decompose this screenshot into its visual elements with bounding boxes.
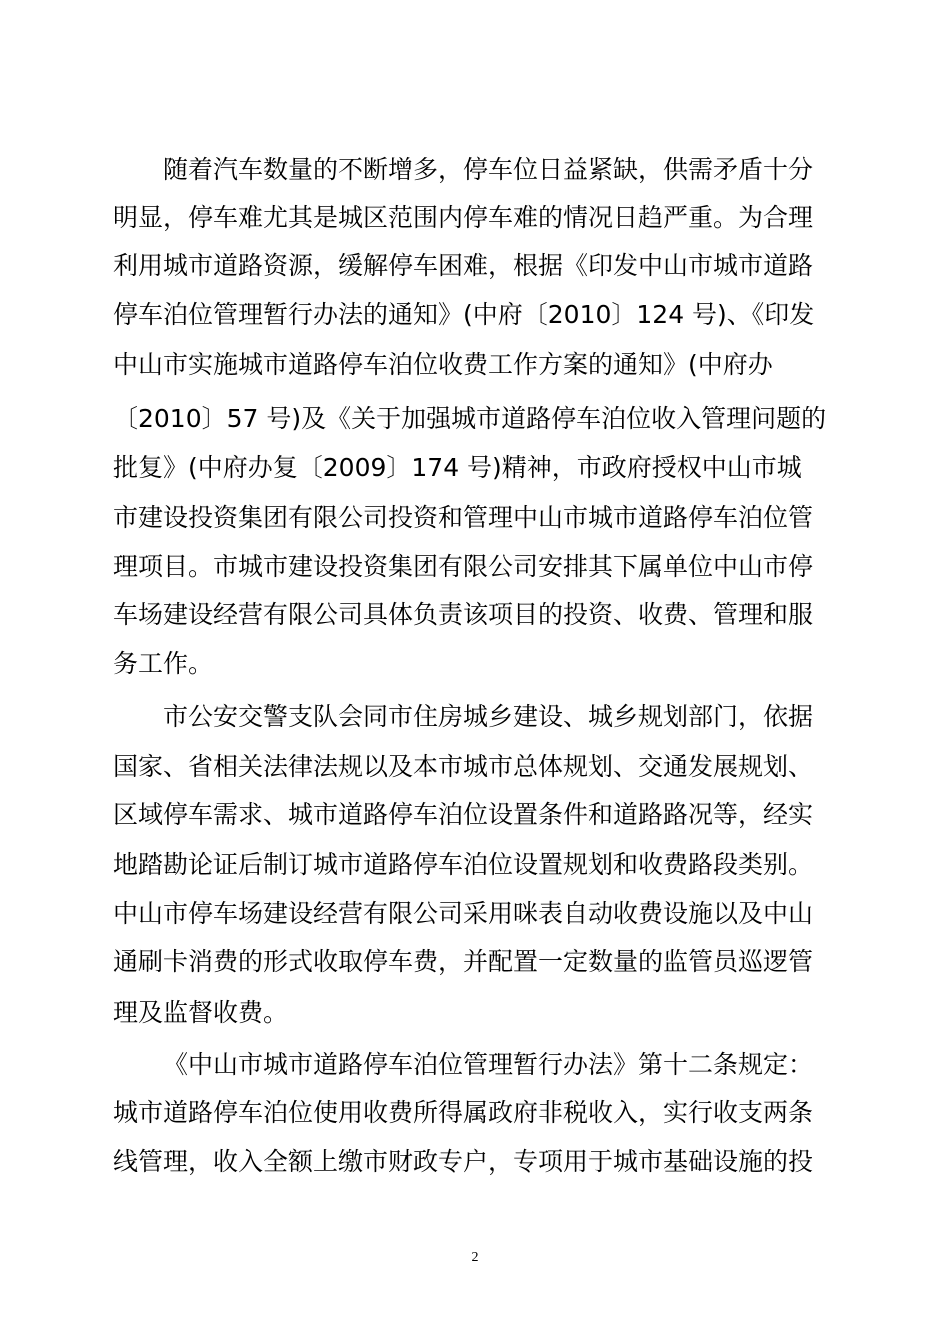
text-line-16: 中山市停车场建设经营有限公司采用咪表自动收费设施以及中山: [113, 899, 814, 928]
text-line-8: 市建设投资集团有限公司投资和管理中山市城市道路停车泊位管: [113, 503, 814, 532]
text-line-6: 〔2010〕57 号)及《关于加强城市道路停车泊位收入管理问题的: [113, 404, 827, 433]
text-line-2: 明显，停车难尤其是城区范围内停车难的情况日趋严重。为合理: [113, 203, 814, 232]
text-line-9: 理项目。市城市建设投资集团有限公司安排其下属单位中山市停: [113, 552, 814, 581]
text-line-1: 随着汽车数量的不断增多，停车位日益紧缺，供需矛盾十分: [163, 155, 814, 184]
text-line-3: 利用城市道路资源，缓解停车困难，根据《印发中山市城市道路: [113, 251, 814, 280]
text-line-20: 城市道路停车泊位使用收费所得属政府非税收入，实行收支两条: [113, 1098, 814, 1127]
page-number: 2: [471, 1250, 479, 1265]
text-line-14: 区域停车需求、城市道路停车泊位设置条件和道路路况等，经实: [113, 800, 814, 829]
text-line-18: 理及监督收费。: [113, 998, 289, 1027]
text-line-7: 批复》(中府办复〔2009〕174 号)精神，市政府授权中山市城: [113, 453, 802, 482]
text-line-15: 地踏勘论证后制订城市道路停车泊位设置规划和收费路段类别。: [113, 850, 814, 879]
text-line-21: 线管理，收入全额上缴市财政专户，专项用于城市基础设施的投: [113, 1147, 814, 1176]
text-line-13: 国家、省相关法律法规以及本市城市总体规划、交通发展规划、: [113, 752, 814, 781]
text-line-19: 《中山市城市道路停车泊位管理暂行办法》第十二条规定：: [163, 1050, 814, 1079]
text-line-17: 通刷卡消费的形式收取停车费，并配置一定数量的监管员巡逻管: [113, 947, 814, 976]
text-line-5: 中山市实施城市道路停车泊位收费工作方案的通知》(中府办: [113, 350, 773, 379]
text-line-12: 市公安交警支队会同市住房城乡建设、城乡规划部门，依据: [163, 702, 814, 731]
text-line-4: 停车泊位管理暂行办法的通知》(中府〔2010〕124 号)、《印发: [113, 300, 815, 329]
text-line-11: 务工作。: [113, 649, 214, 678]
text-line-10: 车场建设经营有限公司具体负责该项目的投资、收费、管理和服: [113, 600, 814, 629]
